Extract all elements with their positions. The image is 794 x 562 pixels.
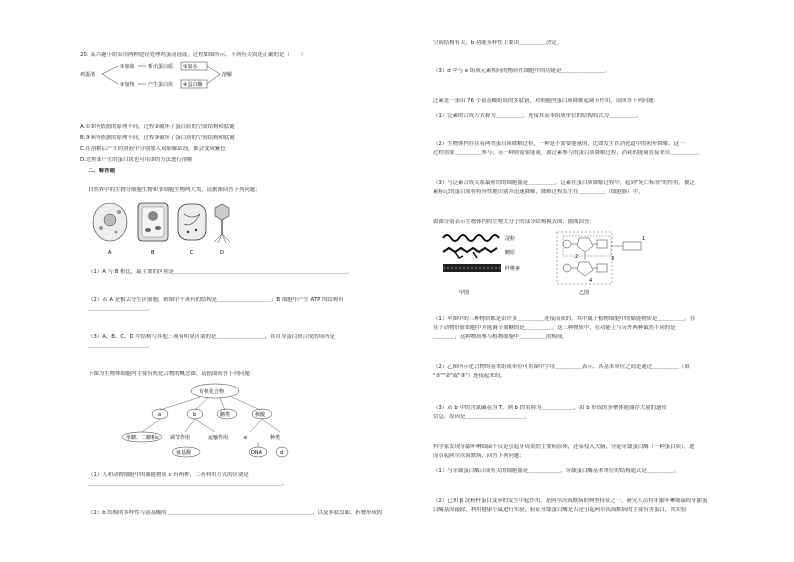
concept-monosaccharide: 单糖、二糖和c [126, 435, 159, 441]
label-glycogen: 糖原 [505, 250, 516, 256]
label-2: 2 [575, 254, 579, 260]
concept-dna: DNA [251, 450, 263, 456]
label-figure-jia: 甲图 [459, 290, 470, 296]
cellulose-chain [443, 264, 520, 272]
question-24-2-cont: "①""②"或"③"）连接起来的。 [433, 373, 506, 379]
question-23-3-cont: 素标记的蛋白质将特异性地识别并迅速降解，降解过程发生在＿＿＿＿＿（细胞器）中。 [433, 189, 644, 195]
question-24-1-cont2: ＿＿＿＿，这种物质参与植物细胞中＿＿＿＿＿的构成。 [433, 334, 568, 340]
virus-d [214, 204, 230, 243]
question-23-intro: 泛素是一条由 76 个氨基酸组成的多肽链，对细胞内蛋白质降解起调节作用。请回答下列问题： [433, 98, 659, 104]
diagram-dissolve: 溶解 [222, 72, 233, 78]
diagram-step-add-water: ③加水 [183, 64, 198, 70]
question-21-2: （2）若 A 是根尖分生区细胞，则图中不该有的结构是＿＿＿＿＿＿＿＿＿＿；B 细胞中产生 ATP 的结构有 [88, 297, 344, 303]
question-24-2: （2）乙图所示化合物的基本组成单位可用图中字母＿＿＿＿＿表示，各基本单位之间是通过＿＿＿＿＿（填 [433, 364, 690, 370]
question-23-1: （1）泛素的合成方式称为＿＿＿＿＿，连接其基本组成单位的结构简式为＿＿＿＿＿。 [433, 113, 642, 119]
question-21-2-cont: ＿＿＿＿＿＿＿＿＿＿＿。 [88, 306, 153, 312]
cell-label-b: B [151, 250, 155, 256]
concept-regulation: 调节作用 [170, 435, 191, 441]
protein-treatment-diagram [80, 60, 280, 90]
question-22-3: （3）d 中与 e 组成元素相同的物质在细胞中的功能是＿＿＿＿＿＿＿＿。 [433, 68, 611, 74]
organic-compound-concept-map [120, 382, 300, 462]
macromolecule-structures-figure [439, 230, 679, 300]
concept-sugar: 糖类 [220, 412, 231, 418]
plant-cell-b [138, 203, 168, 241]
starch-chain [443, 235, 515, 242]
concept-a: a [158, 412, 162, 418]
question-24-3: （3）若 b 中的含氮碱基为 T，则 b 的名称为＿＿＿＿＿＿，由 b 形成的多聚体能储存大量的遗传 [433, 405, 667, 411]
question-24-1-cont: 在于动物肝脏细胞中并能调节血糖的是＿＿＿＿＿。这三种物质中，在功能上与另外两种截然不同的是 [433, 325, 676, 331]
cell-label-c: C [190, 250, 194, 256]
label-figure-yi: 乙图 [579, 290, 590, 296]
concept-root: 有机化合物 [199, 389, 225, 395]
question-25-intro-cont: 而引起阿尔茨海默病，回答下列问题： [433, 453, 525, 459]
question-25-1: （1）与牙龈蛋白酶合成有关的细胞器是＿＿＿＿＿＿。牙龈蛋白酶基本单位的结构通式是＿＿＿＿＿。 [433, 468, 680, 474]
question-25-intro: 科学家发现牙龈卟啉细菌不仅是引起牙周炎的主要病原体，还易侵入大脑，分泌牙龈蛋白酶（一种蛋白质），进 [433, 444, 695, 450]
option-b: B.③④所依据的原理不同，过程③破坏了蛋白质的空间结构和肽键 [80, 135, 235, 141]
question-21-3: （3）A、B、C、D 中结构与其他三项有明显区别的是＿＿＿＿＿＿＿＿＿，其自身蛋白质合成的场所是 [88, 334, 335, 340]
question-24-3-cont: 信息，原因是＿＿＿＿＿＿＿＿＿＿＿。 [433, 414, 531, 420]
question-21-intro: 自然界中的生物分细胞生物和非细胞生物两大类，请据图回答下列问题： [88, 187, 261, 193]
concept-b: b [193, 412, 197, 418]
cell-label-d: D [220, 250, 224, 256]
question-21-1: （1）A 与 B 相比，最主要的区别是＿＿＿＿＿＿＿＿＿＿＿＿＿＿＿＿＿＿＿＿＿＿＿＿＿＿＿＿＿＿＿＿。 [88, 269, 352, 275]
label-cellulose: 纤维素 [505, 266, 521, 272]
concept-kind: 种类 [270, 435, 281, 441]
concept-nucleic: 核酸 [255, 412, 266, 418]
option-a: A.①②所依据的原理不同，过程②破坏了蛋白质的空间结构和肽键 [80, 124, 235, 130]
bacterium-c [178, 204, 206, 240]
option-c: C.在溶解后产生的溶液中分别加入双缩脲试剂，都会变成紫色 [80, 146, 226, 152]
option-d: D.过程②产生的蛋白块也可用③的方法进行溶解 [80, 157, 193, 163]
question-25-2-cont: 白酶基因敲除，利用健康小鼠进行实验，验证牙龈蛋白酶是否是引起阿尔茨海默病的主要有害蛋白，其实验 [433, 507, 687, 513]
diagram-precipitate: 析出蛋白质 [148, 64, 174, 70]
question-23-3: （3）与泛素合成关系最密切的细胞器是＿＿＿＿＿。泛素在蛋白质降解过程中，起到"死亡标签"的作用，被泛 [433, 180, 695, 186]
concept-d: d [280, 450, 284, 456]
question-22-2-cont: 空间结构有关，b 功能多样性主要由＿＿＿＿＿决定。 [433, 40, 563, 46]
diagram-protein-block: 产生蛋白块 [148, 82, 174, 88]
question-23-2-cont: 过程需要＿＿＿＿＿参与；另一种则需要能量，如泛素参与的蛋白质降解过程，消耗的能量直接来自＿＿＿＿＿。 [433, 150, 703, 156]
label-starch: 淀粉 [505, 236, 516, 242]
diagram-step-protease: ④蛋白酶 [183, 82, 203, 88]
diagram-step-add-salt: ①加盐 [120, 64, 135, 70]
concept-e: e [244, 435, 248, 441]
cell-illustrations [92, 198, 242, 258]
animal-cell-a [93, 203, 127, 241]
nucleotide-chain [557, 232, 645, 284]
question-23-2: （2）生物体内存在着两类蛋白质降解过程，一种是不需要能量的，比如发生在消化道中的初步降解，这一 [433, 141, 685, 147]
label-3: 3 [611, 256, 615, 262]
concept-amino-acid: 氨基酸 [176, 450, 192, 456]
glycogen-chain [443, 248, 515, 258]
question-20-stem: 20. 某兴趣小组采用两种途径处理鸡蛋清溶液，过程如图所示。下列有关叙述正确的是（ ） [80, 52, 306, 58]
question-25-2: （2）已知 β 淀粉样蛋白变异的发生中起作用，是阿尔茨海默病的典型特征之一。研究人员将牙龈卟啉细菌的牙龈蛋 [433, 498, 708, 504]
question-22-1: （1）人和动物细胞中的储能物质 c 有两种，二者利用方式的区别是 [88, 472, 249, 478]
question-22-2: （2）b 结构的多样性与氨基酸的＿＿＿＿＿＿＿＿＿＿＿＿＿＿＿＿＿＿＿＿＿＿＿＿＿＿＿，以及多肽盘曲、折叠形成的 [88, 510, 383, 516]
label-4: 4 [589, 278, 593, 284]
concept-transport: 运输作用 [208, 435, 229, 441]
question-22-intro: 下图为生物体细胞内主要有机化合物的概念图，请据图回答下列问题： [88, 371, 256, 377]
section-heading: 二、解答题 [88, 168, 115, 174]
cell-label-a: A [108, 250, 112, 256]
question-24-intro: 如图分别表示生物体内的生物大分子的部分结构模式图，据图回答： [433, 219, 595, 225]
question-22-1-cont: ＿＿＿＿＿＿＿＿＿＿＿＿＿＿＿＿＿＿＿＿＿＿＿＿＿＿＿＿＿＿＿＿＿＿＿＿。 [88, 481, 288, 487]
question-24-1: （1）甲图中的三种物质都是由许多＿＿＿＿＿连接而成的，其中属于植物细胞中的储能物质是＿＿＿＿＿。存 [433, 316, 696, 322]
diagram-start: 鸡蛋清 [80, 72, 96, 78]
label-1: 1 [642, 236, 646, 242]
question-21-3-cont: ＿＿＿＿＿＿＿＿＿＿＿。 [88, 343, 153, 349]
diagram-step-heat: ②加热 [120, 82, 135, 88]
